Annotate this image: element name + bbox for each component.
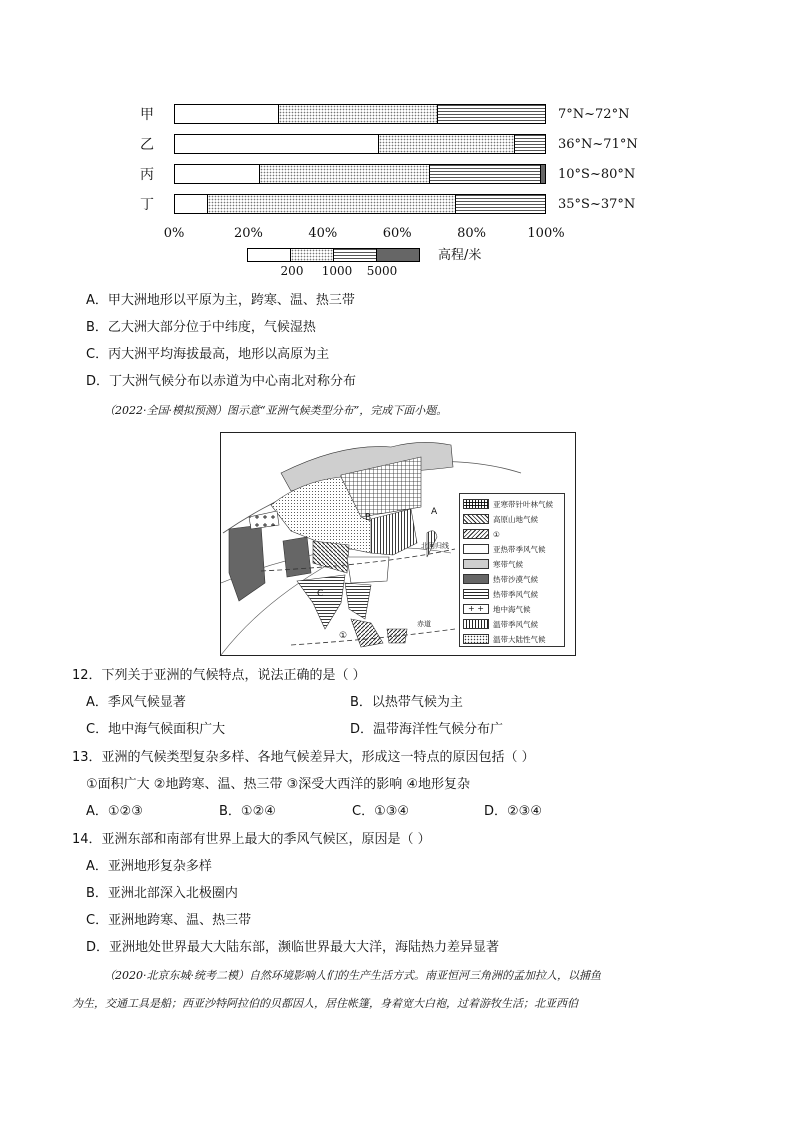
bar-segment bbox=[515, 135, 545, 153]
map-legend-swatch bbox=[463, 499, 489, 509]
intro-2020-line1: （2020·北京东城·统考二模）自然环境影响人们的生产生活方式。南亚恒河三角洲的孟加拉人，以捕鱼 bbox=[104, 969, 601, 982]
map-legend-item bbox=[463, 498, 553, 510]
map-legend-label: 亚寒带针叶林气候 bbox=[493, 499, 553, 509]
map-legend-label: 高原山地气候 bbox=[493, 514, 538, 524]
q14-option-b: B．亚洲北部深入北极圈内 bbox=[86, 886, 238, 901]
bar-segment bbox=[175, 165, 260, 183]
map-label-circle1: ① bbox=[339, 631, 348, 641]
q13-option-b: B．①②④ bbox=[219, 804, 276, 819]
map-legend-swatch bbox=[463, 529, 489, 539]
latitude-range-label: 35°S~37°N bbox=[558, 197, 636, 212]
map-label-a: A bbox=[431, 507, 438, 517]
latitude-range-label: 7°N~72°N bbox=[558, 107, 630, 122]
map-legend-label: 温带季风气候 bbox=[493, 619, 538, 629]
q13-items: ①面积广大 ②地跨寒、温、热三带 ③深受大西洋的影响 ④地形复杂 bbox=[86, 777, 471, 792]
legend-title: 高程/米 bbox=[438, 248, 482, 263]
map-legend-label: 温带大陆性气候 bbox=[493, 634, 546, 644]
legend-swatch-mountain bbox=[376, 248, 420, 262]
q14-option-d: D．亚洲地处世界最大大陆东部，濒临世界最大大洋，海陆热力差异显著 bbox=[86, 940, 500, 955]
map-legend-label: 热带季风气候 bbox=[493, 589, 538, 599]
map-legend-item bbox=[463, 588, 538, 600]
q13-option-a: A．①②③ bbox=[86, 804, 143, 819]
q11-option-a: A．甲大洲地形以平原为主，跨寒、温、热三带 bbox=[86, 293, 355, 308]
latitude-range-label: 10°S~80°N bbox=[558, 167, 636, 182]
intro-2022: （2022·全国·模拟预测）图示意“亚洲气候类型分布”，完成下面小题。 bbox=[104, 404, 448, 417]
legend-value: 200 bbox=[280, 264, 304, 278]
x-tick-label: 20% bbox=[233, 226, 263, 241]
map-label-tropic: 北回归线 bbox=[421, 542, 449, 550]
x-tick-label: 80% bbox=[457, 226, 487, 241]
q11-option-d: D．丁大洲气候分布以赤道为中心南北对称分布 bbox=[86, 374, 357, 389]
q13-stem: 13．亚洲的气候类型复杂多样、各地气候差异大，形成这一特点的原因包括（ ） bbox=[72, 750, 535, 765]
q12-option-d: D．温带海洋性气候分布广 bbox=[350, 722, 504, 737]
x-tick-label: 60% bbox=[382, 226, 412, 241]
elevation-bar-chart bbox=[140, 98, 660, 278]
legend-swatch-highland bbox=[333, 248, 377, 262]
q13-option-d: D．②③④ bbox=[484, 804, 542, 819]
map-legend-swatch bbox=[463, 589, 489, 599]
q11-option-b: B．乙大洲大部分位于中纬度，气候湿热 bbox=[86, 320, 316, 335]
map-label-b: B bbox=[365, 513, 372, 523]
q12-stem: 12．下列关于亚洲的气候特点，说法正确的是（ ） bbox=[72, 668, 366, 683]
map-legend-item bbox=[463, 633, 546, 645]
x-tick-label: 0% bbox=[163, 226, 185, 241]
map-legend-swatch bbox=[463, 514, 489, 524]
map-legend-swatch bbox=[463, 559, 489, 569]
elevation-legend bbox=[247, 248, 419, 262]
bar-category-label: 甲 bbox=[140, 107, 154, 123]
map-legend-swatch: + + bbox=[463, 604, 489, 614]
bar-segment bbox=[175, 135, 379, 153]
q14-option-a: A．亚洲地形复杂多样 bbox=[86, 859, 212, 874]
map-legend-item bbox=[463, 573, 538, 585]
legend-value: 1000 bbox=[321, 264, 353, 278]
map-label-c: C bbox=[317, 589, 324, 599]
map-legend-item bbox=[463, 513, 538, 525]
stacked-bar bbox=[174, 104, 546, 124]
map-legend-label: 亚热带季风气候 bbox=[493, 544, 546, 554]
legend-value: 5000 bbox=[366, 264, 398, 278]
map-legend-item bbox=[463, 558, 523, 570]
stacked-bar bbox=[174, 194, 546, 214]
bar-segment bbox=[260, 165, 430, 183]
bar-segment bbox=[379, 135, 516, 153]
map-legend-swatch bbox=[463, 619, 489, 629]
x-tick-label: 100% bbox=[527, 226, 565, 241]
map-legend bbox=[459, 493, 565, 647]
bar-category-label: 丁 bbox=[140, 197, 154, 213]
bar-category-label: 乙 bbox=[140, 137, 154, 153]
map-legend-item bbox=[463, 528, 500, 540]
legend-swatch-lowland bbox=[247, 248, 291, 262]
map-legend-item bbox=[463, 543, 546, 555]
q12-option-c: C．地中海气候面积广大 bbox=[86, 722, 226, 737]
map-legend-swatch bbox=[463, 574, 489, 584]
map-legend-label: 地中海气候 bbox=[493, 604, 531, 614]
bar-segment bbox=[208, 195, 456, 213]
bar-segment bbox=[175, 105, 279, 123]
stacked-bar bbox=[174, 164, 546, 184]
intro-2020-line2: 为生，交通工具是船；西亚沙特阿拉伯的贝都因人，居住帐篷，身着宽大白袍，过着游牧生活；北亚西伯 bbox=[72, 997, 578, 1010]
q11-option-c: C．丙大洲平均海拔最高，地形以高原为主 bbox=[86, 347, 330, 362]
bar-segment bbox=[279, 105, 438, 123]
stacked-bar bbox=[174, 134, 546, 154]
map-legend-swatch bbox=[463, 544, 489, 554]
bar-segment bbox=[430, 165, 541, 183]
latitude-range-label: 36°N~71°N bbox=[558, 137, 638, 152]
q12-option-a: A．季风气候显著 bbox=[86, 695, 186, 710]
legend-swatch-plateau bbox=[290, 248, 334, 262]
map-legend-label: 热带沙漠气候 bbox=[493, 574, 538, 584]
bar-segment bbox=[438, 105, 545, 123]
map-legend-swatch bbox=[463, 634, 489, 644]
map-legend-item bbox=[463, 618, 538, 630]
map-legend-label: ① bbox=[493, 529, 500, 539]
bar-category-label: 丙 bbox=[140, 167, 154, 183]
asia-climate-map bbox=[220, 432, 576, 656]
q14-option-c: C．亚洲地跨寒、温、热三带 bbox=[86, 913, 252, 928]
bar-segment bbox=[175, 195, 208, 213]
map-label-equator: 赤道 bbox=[417, 620, 431, 628]
q13-option-c: C．①③④ bbox=[352, 804, 410, 819]
map-legend-item bbox=[463, 603, 531, 615]
map-legend-label: 寒带气候 bbox=[493, 559, 523, 569]
q12-option-b: B．以热带气候为主 bbox=[350, 695, 463, 710]
bar-segment bbox=[456, 195, 545, 213]
bar-segment bbox=[541, 165, 545, 183]
q14-stem: 14．亚洲东部和南部有世界上最大的季风气候区，原因是（ ） bbox=[72, 832, 431, 847]
x-tick-label: 40% bbox=[308, 226, 338, 241]
